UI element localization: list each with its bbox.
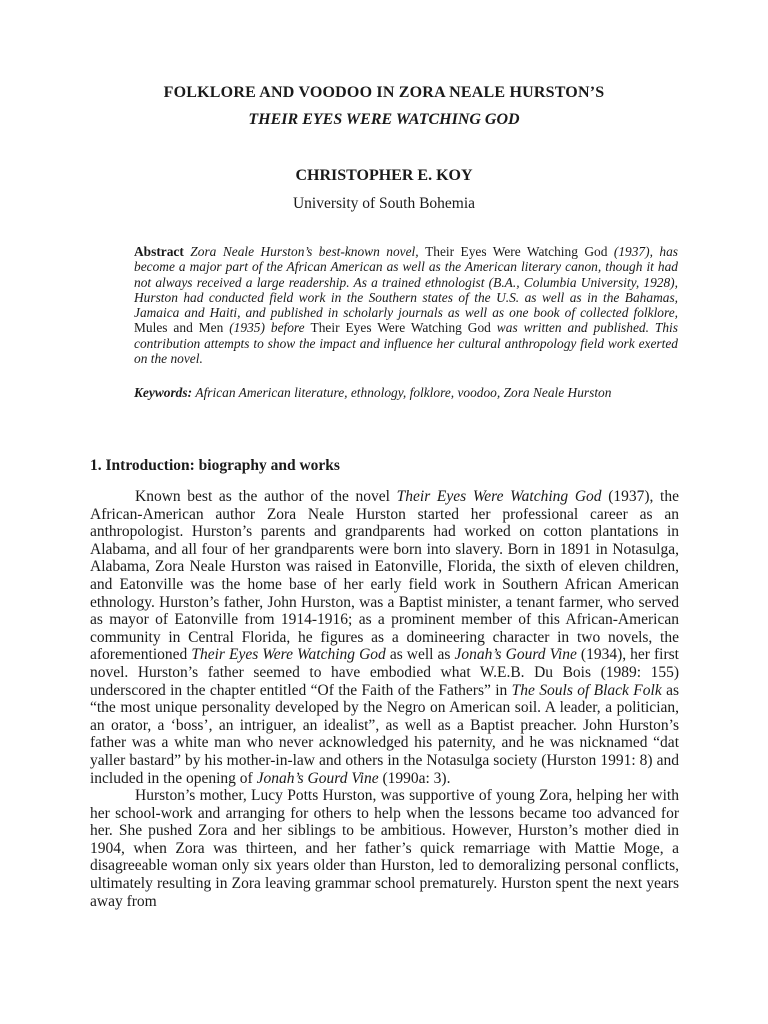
author-name: CHRISTOPHER E. KOY bbox=[295, 167, 473, 184]
section-heading: 1. Introduction: biography and works bbox=[90, 457, 340, 474]
abstract-text: (1937), has become a major part of the African American as well as the American literary canon, though it had not always received a large readership. As a trained ethnologist (B.A., Columbia University, 1928), Hurston had conducted field work in the Southern states of the U.S. as well as in the Bahamas, Jamaica and Haiti, and published in scholarly journals as well as one book of collected folklore, bbox=[134, 244, 678, 321]
paper-title: FOLKLORE AND VOODOO IN ZORA NEALE HURSTON’S bbox=[163, 84, 605, 101]
book-title: Jonah’s Gourd Vine bbox=[256, 769, 379, 787]
paragraph-text: Known best as the author of the novel bbox=[135, 488, 397, 505]
abstract bbox=[134, 244, 678, 366]
paragraph-text: (1934), her first novel. Hurston’s father seemed to have embodied what W.E.B. Du Bois (1989: 155) underscored in the chapter entitled “Of the Faith of the Fathers” in bbox=[90, 646, 679, 699]
abstract-book-title: Their Eyes Were Watching God bbox=[310, 320, 491, 336]
keywords-text: African American literature, ethnology, folklore, voodoo, Zora Neale Hurston bbox=[195, 385, 612, 400]
book-title: Their Eyes Were Watching God bbox=[191, 646, 386, 664]
paragraph bbox=[90, 488, 679, 787]
keywords-colon: : bbox=[187, 385, 196, 400]
paragraph-text: as “the most unique personality developed by the Negro on American soil. A leader, a politician, an orator, a ‘boss’, an intriguer, an idealist”, as well as a Baptist preacher. John Hurston’s father was a white man who never acknowledged his paternity, and he was nicknamed “dat yaller bastard” by his mother-in-law and others in the Notasulga society (Hurston 1991: 8) and included in the opening of bbox=[90, 681, 679, 787]
paragraph-text: (1990a: 3). bbox=[378, 769, 451, 787]
abstract-label: Abstract bbox=[134, 244, 184, 259]
paragraph bbox=[90, 787, 679, 910]
paragraph-text: as well as bbox=[385, 646, 455, 664]
abstract-book-title: Mules and Men bbox=[134, 320, 224, 336]
book-title: The Souls of Black Folk bbox=[511, 681, 662, 699]
author-affiliation: University of South Bohemia bbox=[292, 195, 476, 212]
paragraph-text: (1937), the African-American author Zora Neale Hurston started her professional career as an anthropologist. Hurston’s parents and grandparents had worked on cotton plantations in Alabama, and all four of her grandparents were born into slavery. Born in 1891 in Notasulga, Alabama, Zora Neale Hurston was raised in Eatonville, Florida, the sixth of eleven children, and Eatonville was the home base of her early field work in Southern African American ethnology. Hurston’s father, John Hurston, was a Baptist minister, a tenant farmer, who served as mayor of Eatonville from 1914-1916; as a prominent member of this African-American community in Central Florida, he figures as a domineering character in two novels, the aforementioned bbox=[90, 488, 679, 664]
abstract-text: Zora Neale Hurston’s best-known novel, bbox=[183, 244, 426, 259]
book-title: Jonah’s Gourd Vine bbox=[454, 646, 577, 664]
keywords-label: Keywords bbox=[134, 385, 188, 400]
abstract-text: was written and published. This contribution attempts to show the impact and influence her cultural anthropology field work exerted on the novel. bbox=[134, 320, 678, 367]
paragraph-text: Hurston’s mother, Lucy Potts Hurston, was supportive of young Zora, helping her with her school-work and arranging for others to help when the lessons became too advanced for her. She pushed Zora and her siblings to be ambitious. However, Hurston’s mother died in 1904, when Zora was thirteen, and her father’s quick remarriage with Mattie Moge, a disagreeable woman only six years older than Hurston, led to demoralizing personal conflicts, ultimately resulting in Zora leaving grammar school prematurely. Hurston spent the next years away from bbox=[90, 787, 679, 910]
abstract-book-title: Their Eyes Were Watching God bbox=[425, 244, 608, 259]
paper-title-book: THEIR EYES WERE WATCHING GOD bbox=[248, 111, 520, 128]
body-text bbox=[90, 488, 679, 910]
abstract-text: (1935) before bbox=[223, 320, 311, 336]
keywords bbox=[134, 385, 678, 400]
book-title: Their Eyes Were Watching God bbox=[396, 488, 602, 505]
